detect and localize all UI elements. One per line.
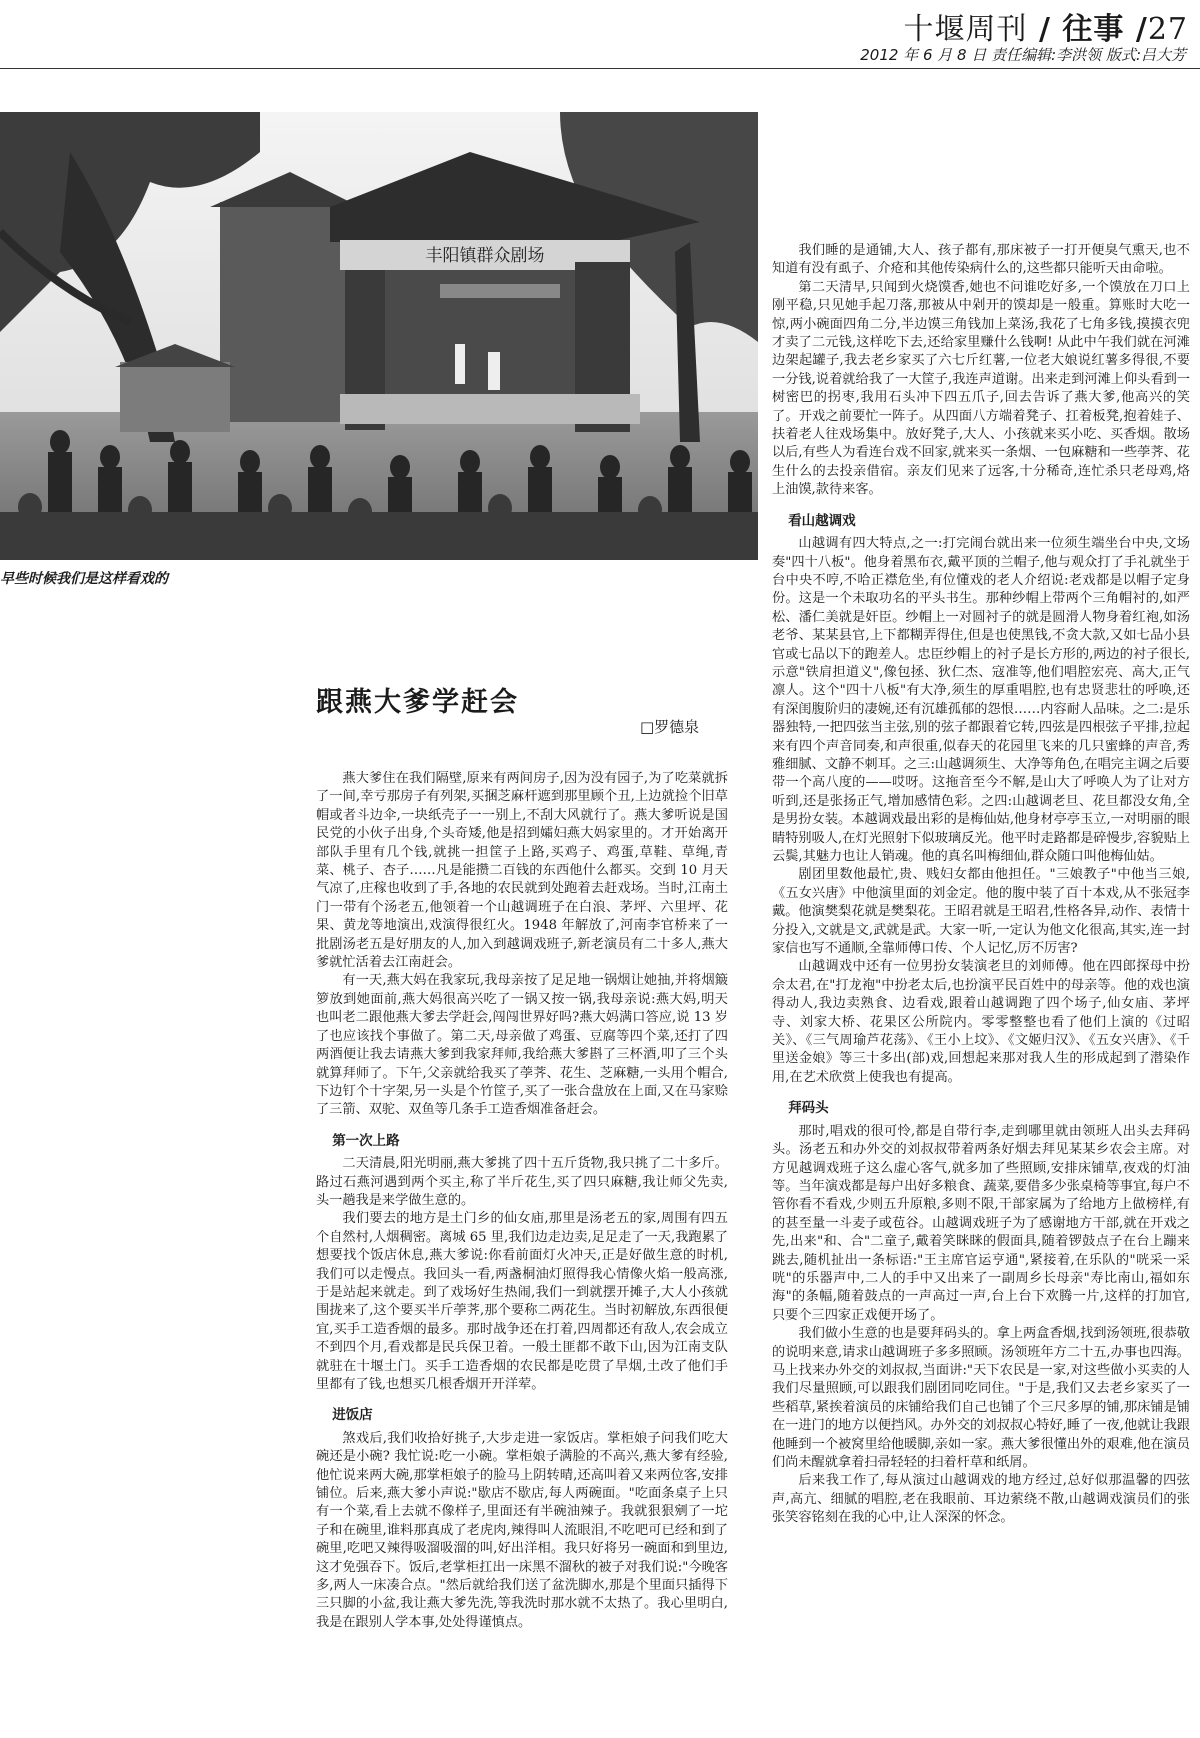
article-title: 跟燕大爹学赶会	[316, 687, 519, 718]
photo-caption: 早些时候我们是这样看戏的	[0, 571, 168, 587]
article-column-1	[316, 770, 728, 1730]
paragraph: 燕大爹住在我们隔壁,原来有两间房子,因为没有园子,为了吃菜就拆了一间,幸亏那房子有列架,买捆芝麻杆遮到那里顾个丑,上边就捡个旧草帽或者斗边伞,一块纸壳子一一别上,不刮大风就行了。燕大爹听说是国民党的小伙子出身,个头奇矮,他是招到孀妇燕大妈家里的。才开始离开部队手里有几个钱,就挑一担筐子上路,买鸡子、鸡蛋,草鞋、草绳,青菜、桃子、杏子……凡是能攒二百钱的东西他什么都买。交到 10 月天气凉了,庄稼也收到了手,各地的农民就到处跑着去赶戏场。当时,江南土门一带有个汤老五,他领着一个山越调班子在白浪、茅坪、六里坪、花果、黄龙等地演出,戏演得很红火。1948 年解放了,河南李官桥来了一批剧汤老五是好朋友的人,加入到越调戏班子,新老演员有二十多人,燕大爹就忙活着去江南赶会。	[316, 771, 728, 971]
theater-photo	[0, 112, 758, 560]
page-number: 27	[1147, 12, 1188, 47]
paragraph: 剧团里数他最忙,贵、贱妇女都由他担任。"三娘教子"中他当三娘,《五女兴唐》中他演里面的刘金定。他的腹中装了百十本戏,从不张冠李戴。他演樊梨花就是樊梨花。王昭君就是王昭君,性格各异,动作、表情十分投入,文就是文,武就是武。大家一听,一定认为他文化很高,其实,连一封家信也写不通顺,全靠师傅口传、个人记忆,厉不厉害?	[772, 867, 1190, 957]
paragraph: 山越调有四大特点,之一:打完闹台就出来一位须生端坐台中央,文场奏"四十八板"。他身着黑布衣,戴平顶的兰帽子,他与观众打了手礼就坐于台中央不哼,不哈正襟危坐,有位懂戏的老人介绍说:老戏都是以帽子定身份。这是一个未取功名的平头书生。那种纱帽上带两个三角帽衬的,如严松、潘仁美就是奸臣。纱帽上一对圆衬子的就是圆滑人物身着红袍,如汤老爷、某某县官,上下都糊弄得住,但是也使黑钱,不贪大款,又如七品小县官或七品以下的跑差人。忠臣纱帽上的衬子是长方形的,两边的衬子很长,示意"铁肩担道义",像包拯、狄仁杰、寇准等,他们唱腔宏亮、高大,正气凛人。这个"四十八板"有大净,须生的厚重唱腔,也有忠贤悲壮的呼唤,还有深闺腹阶归的凄婉,还有沉雄孤郁的怨恨……内容耐人品味。之二:是乐器独特,一把四弦当主弦,别的弦子都跟着它转,四弦是四根弦子平排,拉起来有四个声音同奏,和声很重,似春天的花园里飞来的几只蜜蜂的声音,秀雅细腻、文静不刺耳。之三:山越调须生、大净等角色,在唱完主调之后要带一个高八度的——哎呀。这拖音至今不解,是山大了呼唤人为了让对方听到,还是张扬正气,增加感情色彩。之四:山越调老旦、花旦都没女角,全是男扮女装。本越调戏最出彩的是梅仙姑,他身材亭亭玉立,一对明丽的眼睛特别吸人,在灯光照射下似玻璃反光。他平时走路都是碎慢步,容貌贴上云鬓,其魅力也让人销魂。他的真名叫梅细仙,群众随口叫他梅仙姑。	[772, 536, 1190, 864]
paragraph: 那时,唱戏的很可怜,都是自带行李,走到哪里就由领班人出头去拜码头。汤老五和办外交的刘叔叔带着两条好烟去拜见某某乡农会主席。对方见越调戏班子这么虚心客气,就多加了些照顾,安排床铺草,夜戏的灯油等。当年演戏都是每户出好多粮食、蔬菜,要借多少张桌椅等事宜,每户不管你看不看戏,少则五升原粮,多则不限,干部家属为了给地方上做榜样,有的甚至量一斗麦子或苞谷。山越调戏班子为了感谢地方干部,就在开戏之先,出来"和、合"二童子,戴着笑眯眯的假面具,随着锣鼓点子在台上蹦来跳去,随机扯出一条标语:"王主席官运亨通",紧接着,在乐队的"咣采一采咣"的乐器声中,二人的手中又出来了一副周乡长母亲"寿比南山,福如东海"的条幅,随着鼓点的一声高过一声,台上台下欢腾一片,这样的打加官,只要个三四家正戏便开场了。	[772, 1123, 1190, 1323]
paragraph: 二天清晨,阳光明丽,燕大爹挑了四十五斤货物,我只挑了二十多斤。路过石燕河遇到两个买主,称了半斤花生,买了四只麻糖,我让师父先卖,头一趟我是来学做生意的。	[316, 1156, 728, 1208]
paragraph: 后来我工作了,每从演过山越调戏的地方经过,总好似那温馨的四弦声,高亢、细腻的唱腔,老在我眼前、耳边萦绕不散,山越调戏演员们的张张笑容铭刻在我的心中,让人深深的怀念。	[772, 1473, 1190, 1526]
subheading: 看山越调戏	[788, 512, 856, 529]
paragraph: 煞戏后,我们收拾好挑子,大步走进一家饭店。掌柜娘子问我们吃大碗还是小碗? 我忙说:吃一小碗。掌柜娘子满脸的不高兴,燕大爹有经验,他忙说来两大碗,那掌柜娘子的脸马上阴转晴,还高叫着又来两位客,安排铺位。后来,燕大爹小声说:"歇店不歇店,每人两碗面。"吃面条桌子上只有一个菜,看上去就不像样子,里面还有半碗油辣子。我就狠狠剜了一坨子和在碗里,谁料那真成了老虎肉,辣得叫人流眼泪,不吃吧可已经和到了碗里,吃吧又辣得吸溜吸溜的叫,好出洋相。我只好将另一碗面和到里边,这才免强吞下。饭后,老掌柜扛出一床黑不溜秋的被子对我们说:"今晚客多,两人一床凑合点。"然后就给我们送了盆洗脚水,那是个里面只插得下三只脚的小盆,我让燕大爹先洗,等我洗时那水就不太热了。我心里明白,我是在跟别人学本事,处处得谨慎点。	[316, 1430, 728, 1630]
section-name: 往事	[1062, 12, 1125, 47]
paragraph: 我们做小生意的也是要拜码头的。拿上两盒香烟,找到汤领班,很恭敬的说明来意,请求山越调班子多多照顾。汤领班年方二十五,办事也四海。马上找来办外交的刘叔叔,当面讲:"天下农民是一家,对这些做小买卖的人我们尽量照顾,可以跟我们剧团同吃同住。"于是,我们又去老乡家买了一些稻草,紧挨着演员的床铺给我们自己也铺了个三尺多厚的铺,那床铺是铺在一进门的地方以便挡风。办外交的刘叔叔心特好,睡了一夜,他就让我跟他睡到一个被窝里给他暖脚,亲如一家。燕大爹很懂出外的艰难,他在演员们尚未醒就拿着扫帚轻轻的扫着杆草和纸屑。	[772, 1326, 1190, 1470]
paragraph: 有一天,燕大妈在我家玩,我母亲按了足足地一锅烟让她抽,并将烟簸箩放到她面前,燕大妈很高兴吃了一锅又按一锅,我母亲说:燕大妈,明天也叫老二跟他燕大爹去学赶会,闯闯世界好吗?燕大妈满口答应,说 13 岁了也应该找个事做了。第二天,母亲做了鸡蛋、豆腐等四个菜,还打了四两酒便让我去请燕大爹到我家拜师,我给燕大爹斟了三杯酒,叩了三个头就算拜师了。下午,父亲就给我买了荸荠、花生、芝麻糖,一头用个帽合,下边钉个十字架,另一头是个竹筐子,买了一张合盘放在上面,又在马家赊了三箭、双驼、双鱼等几条手工造香烟准备赶会。	[316, 973, 728, 1118]
paragraph: 第二天清早,只闻到火烧馍香,她也不问谁吃好多,一个馍放在刀口上刚平稳,只见她手起刀落,那被从中剁开的馍却是一般重。算账时大吃一惊,两小碗面四角二分,半边馍三角钱加上菜汤,我花了七角多钱,摸摸衣兜才卖了二元钱,这样吃下去,还给家里赚什么钱啊! 从此中午我们就在河滩边架起罐子,我去老乡家买了六七斤红薯,一位老大娘说红薯多得很,不要一分钱,说着就给我了一大筐子,我连声道谢。出来走到河滩上仰头看到一树密巴的拐枣,我用石头冲下四五爪子,回去告诉了燕大爹,他高兴的笑了。开戏之前要忙一阵子。从四面八方端着凳子、扛着板凳,抱着娃子、扶着老人往戏场集中。放好凳子,大人、小孩就来买小吃、买香烟。散场以后,有些人为看连台戏不回家,就来买一条烟、一包麻糖和一些荸荠、花生什么的去投亲借宿。亲友们见来了远客,十分稀奇,连忙杀只老母鸡,烙上油馍,款待来客。	[772, 279, 1190, 498]
article-column-2	[772, 242, 1190, 1734]
paragraph: 山越调戏中还有一位男扮女装演老旦的刘师傅。他在四郎探母中扮佘太君,在"打龙袍"中扮老太后,也扮演平民百姓中的母亲等。他的戏也演得动人,我边卖熟食、边看戏,跟着山越调跑了四个场子,仙女庙、茅坪寺、刘家大桥、花果区公所院内。零零整整也看了他们上演的《过昭关》、《三气周瑜芦花荡》、《王小上坟》、《文姬归汉》、《五女兴唐》、《千里送金娘》等三十多出(部)戏,回想起来那对我人生的形成起到了潜染作用,在艺术欣赏上使我也有提高。	[772, 959, 1190, 1085]
masthead-title: 十堰周刊	[903, 12, 1028, 47]
header-rule	[0, 68, 1200, 69]
stage-banner: 丰阳镇群众剧场	[425, 246, 545, 266]
subheading: 进饭店	[332, 1407, 373, 1424]
subheading: 第一次上路	[332, 1132, 400, 1149]
paragraph: 我们睡的是通铺,大人、孩子都有,那床被子一打开便臭气熏天,也不知道有没有虱子、介疮和其他传染病什么的,这些都只能听天由命啦。	[772, 243, 1190, 277]
paragraph: 我们要去的地方是土门乡的仙女庙,那里是汤老五的家,周围有四五个自然村,人烟稠密。离城 65 里,我们边走边卖,足足走了一天,我跑累了想要找个饭店休息,燕大爹说:你看前面灯火冲天,正是好做生意的时机,我们可以走慢点。我回头一看,两盏桐油灯照得我心情像火焰一般高涨,于是站起来就走。到了戏场好生热闹,我们一到就摆开摊子,大人小孩就围拢来了,这个要买半斤荸荠,那个要称二两花生。当时初解放,东西很便宜,买手工造香烟的最多。那时战争还在打着,四周都还有敌人,农会成立不到四个月,看戏都是民兵保卫着。一般土匪都不敢下山,因为江南支队就驻在十堰土门。买手工造香烟的农民都是吃贯了旱烟,土改了他们手里都有了钱,也想买几根香烟开开洋荤。	[316, 1211, 728, 1392]
subheading: 拜码头	[788, 1100, 829, 1117]
dateline: 2012 年 6 月 8 日 责任编辑:李洪领 版式:吕大芳	[860, 46, 1186, 64]
masthead: 十堰周刊 / 往事 /27	[903, 12, 1188, 47]
article-author: □罗德泉	[640, 718, 700, 736]
